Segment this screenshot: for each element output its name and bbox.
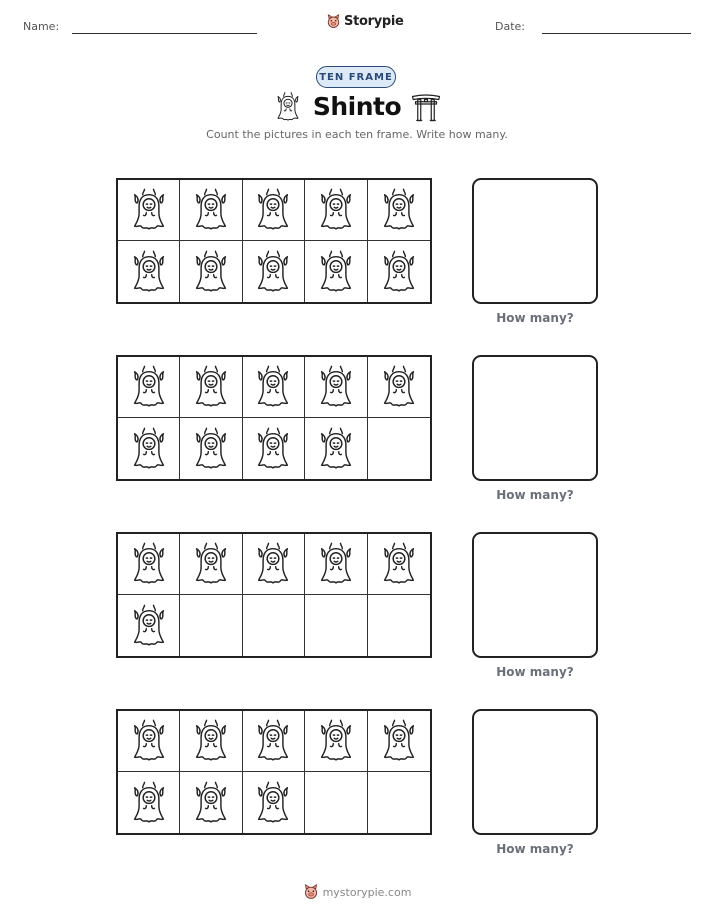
- name-line[interactable]: [72, 33, 257, 34]
- ten-frame: [116, 709, 432, 835]
- ghost-spirit-icon: [381, 719, 417, 763]
- ghost-spirit-icon: [381, 188, 417, 232]
- brand-name: Storypie: [344, 14, 404, 29]
- ten-frame-cell: [180, 418, 242, 479]
- ten-frame-cell: [118, 418, 180, 479]
- ghost-spirit-icon: [318, 250, 354, 294]
- ten-frame-cell: [118, 595, 180, 656]
- ten-frame-cell: [368, 772, 430, 833]
- ten-frame-cell: [180, 180, 242, 241]
- ghost-spirit-icon: [193, 365, 229, 409]
- ten-frame-cell: [180, 357, 242, 418]
- ten-frame: [116, 178, 432, 304]
- ten-frame-cell: [305, 418, 367, 479]
- ten-frame-cell: [243, 595, 305, 656]
- ten-frame-cell: [118, 772, 180, 833]
- pig-mascot-icon: [326, 14, 341, 29]
- ghost-spirit-icon: [318, 427, 354, 471]
- ten-frame-cell: [305, 595, 367, 656]
- ten-frame-cell: [368, 711, 430, 772]
- ghost-spirit-icon: [255, 719, 291, 763]
- ghost-spirit-icon: [131, 427, 167, 471]
- ten-frame-cell: [118, 711, 180, 772]
- ten-frame-cell: [180, 711, 242, 772]
- how-many-label: How many?: [496, 488, 574, 502]
- ghost-spirit-icon: [255, 365, 291, 409]
- ten-frame-cell: [368, 241, 430, 302]
- ghost-spirit-icon: [318, 365, 354, 409]
- ten-frame-cell: [305, 241, 367, 302]
- ten-frame-cell: [118, 180, 180, 241]
- ten-frame-cell: [243, 180, 305, 241]
- ghost-spirit-icon: [131, 250, 167, 294]
- ghost-spirit-icon: [131, 604, 167, 648]
- pig-mascot-icon: [303, 884, 319, 900]
- ten-frame-cell: [118, 534, 180, 595]
- ghost-spirit-icon: [193, 250, 229, 294]
- ten-frame-cell: [118, 357, 180, 418]
- ten-frame-cell: [243, 711, 305, 772]
- answer-box[interactable]: [472, 355, 598, 481]
- ten-frame-cell: [368, 595, 430, 656]
- ten-frame-cell: [305, 180, 367, 241]
- ghost-spirit-icon: [255, 188, 291, 232]
- ten-frame: [116, 532, 432, 658]
- ten-frame-cell: [305, 534, 367, 595]
- ghost-spirit-icon: [318, 719, 354, 763]
- ghost-spirit-icon: [193, 542, 229, 586]
- ten-frame-cell: [368, 357, 430, 418]
- ghost-spirit-icon: [255, 542, 291, 586]
- ghost-spirit-icon: [131, 719, 167, 763]
- ten-frame-cell: [243, 418, 305, 479]
- ghost-spirit-icon: [131, 542, 167, 586]
- ghost-spirit-icon: [381, 250, 417, 294]
- page-title: Shinto: [312, 92, 402, 121]
- ghost-spirit-icon: [193, 188, 229, 232]
- ghost-spirit-icon: [318, 188, 354, 232]
- ten-frame-cell: [243, 534, 305, 595]
- answer-box[interactable]: [472, 178, 598, 304]
- ten-frame-cell: [180, 772, 242, 833]
- ghost-spirit-icon: [274, 92, 302, 122]
- how-many-label: How many?: [496, 665, 574, 679]
- ten-frame-cell: [243, 357, 305, 418]
- ghost-spirit-icon: [193, 719, 229, 763]
- ten-frame-cell: [243, 772, 305, 833]
- answer-box[interactable]: [472, 709, 598, 835]
- ghost-spirit-icon: [193, 781, 229, 825]
- ten-frame-cell: [305, 711, 367, 772]
- ghost-spirit-icon: [318, 542, 354, 586]
- ten-frame-cell: [305, 772, 367, 833]
- brand-logo: [326, 14, 404, 29]
- ten-frame-cell: [368, 418, 430, 479]
- ten-frame-cell: [118, 241, 180, 302]
- how-many-label: How many?: [496, 311, 574, 325]
- ghost-spirit-icon: [255, 781, 291, 825]
- torii-gate-icon: [410, 92, 442, 122]
- ten-frame: [116, 355, 432, 481]
- ten-frame-cell: [368, 534, 430, 595]
- ghost-spirit-icon: [131, 188, 167, 232]
- ghost-spirit-icon: [381, 365, 417, 409]
- ten-frame-cell: [180, 534, 242, 595]
- ghost-spirit-icon: [255, 250, 291, 294]
- footer: [0, 884, 714, 900]
- ten-frame-cell: [305, 357, 367, 418]
- ten-frame-cell: [243, 241, 305, 302]
- ghost-spirit-icon: [131, 365, 167, 409]
- footer-url: mystorypie.com: [322, 885, 412, 899]
- ten-frame-cell: [180, 595, 242, 656]
- ten-frame-cell: [180, 241, 242, 302]
- ghost-spirit-icon: [255, 427, 291, 471]
- how-many-label: How many?: [496, 842, 574, 856]
- name-label: Name:: [23, 20, 60, 33]
- date-line[interactable]: [542, 33, 691, 34]
- ghost-spirit-icon: [193, 427, 229, 471]
- instructions: Count the pictures in each ten frame. Write how many.: [206, 128, 508, 141]
- ten-frame-cell: [368, 180, 430, 241]
- date-label: Date:: [495, 20, 525, 33]
- ten-frame-badge: TEN FRAME: [316, 66, 396, 88]
- answer-box[interactable]: [472, 532, 598, 658]
- ghost-spirit-icon: [381, 542, 417, 586]
- ghost-spirit-icon: [131, 781, 167, 825]
